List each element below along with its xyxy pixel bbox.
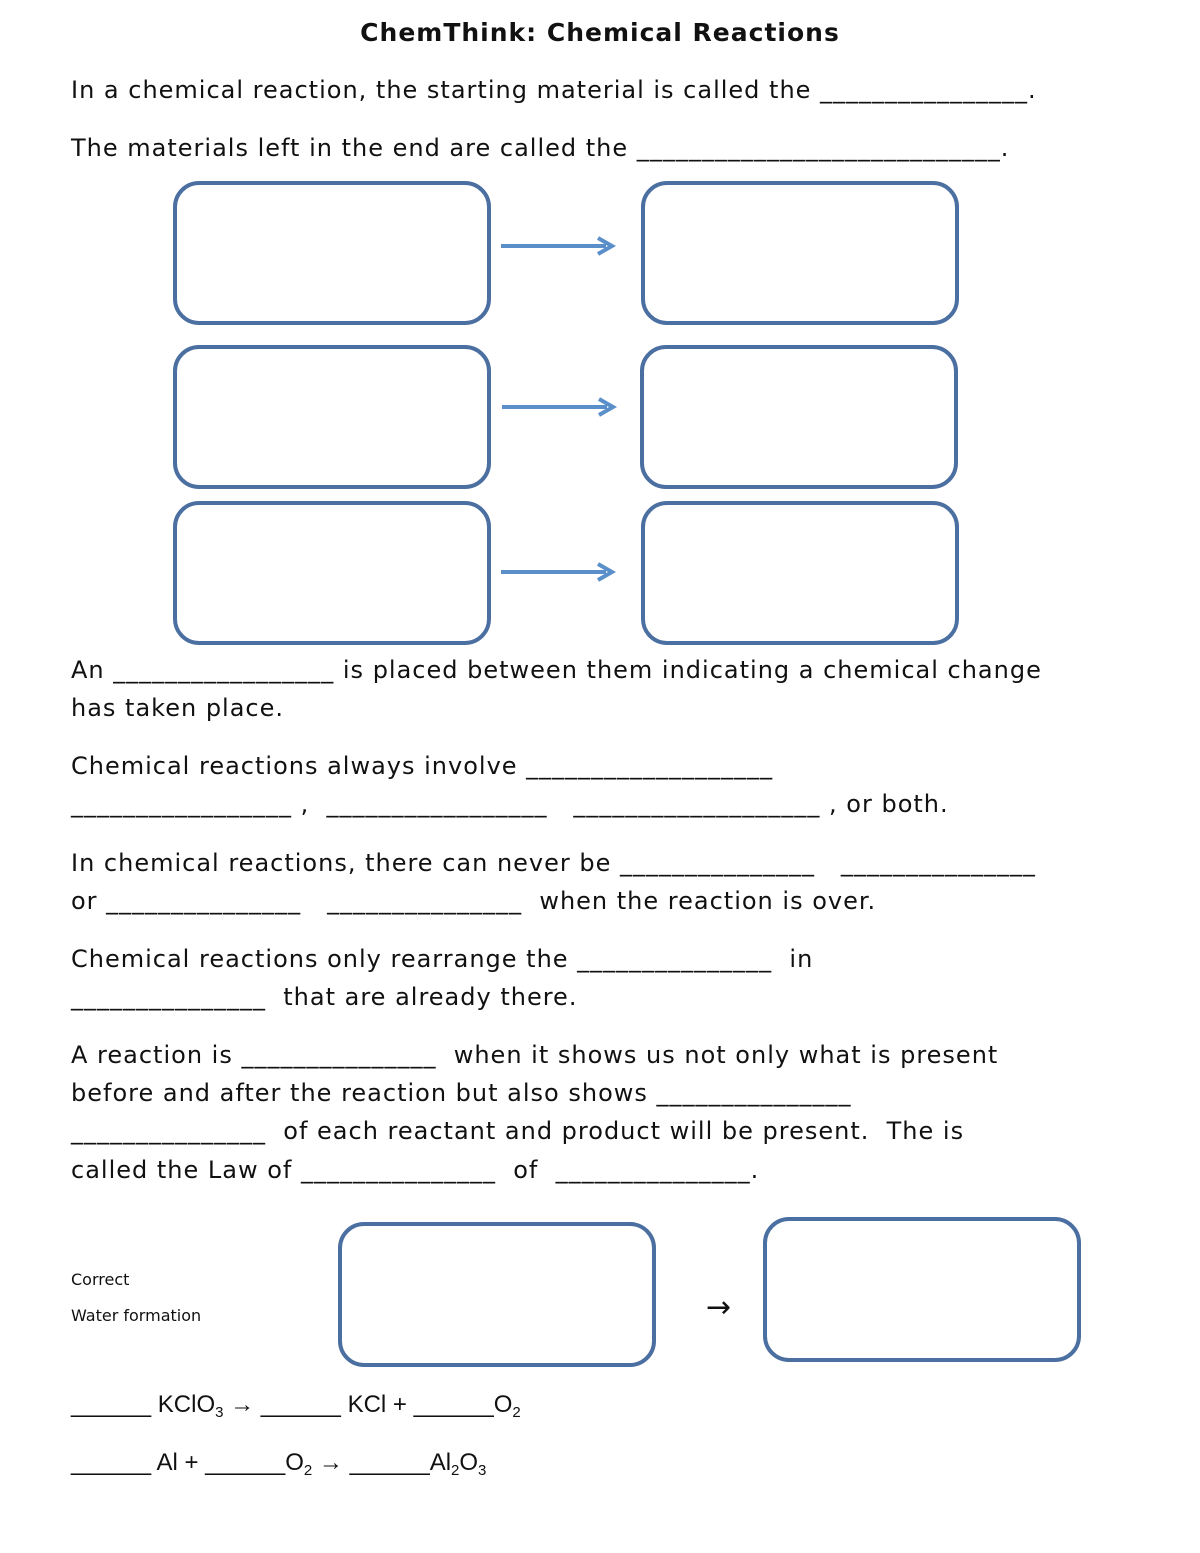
equation-blank[interactable]: ______ [349,1449,430,1476]
formula-kcl: KCl + [347,1391,414,1418]
subscript: 2 [512,1404,521,1421]
text-line-each-reactant: _______________ of each reactant and product will be present. The is [71,1117,965,1145]
reactant-box-2[interactable] [173,345,491,489]
label-water-formation: Water formation [71,1306,202,1325]
subscript: 3 [215,1404,224,1421]
page-title: ChemThink: Chemical Reactions [360,18,840,47]
reaction-arrow-1 [498,234,618,258]
reaction-arrow-3 [498,560,618,584]
subscript: 3 [478,1462,487,1479]
product-box-1[interactable] [641,181,959,325]
yield-arrow: → [223,1391,261,1418]
yield-arrow: → [312,1449,350,1476]
formula-o: O [493,1391,513,1418]
formula-al2: Al [429,1449,452,1476]
text-line-reaction-over: or _______________ _______________ when the reaction is over. [71,887,877,915]
formula-al: Al + [156,1449,206,1476]
text-line-materials-left: The materials left in the end are called the ____________________________. [71,134,1010,162]
equation-blank[interactable]: ______ [413,1391,494,1418]
text-line-reaction-is: A reaction is _______________ when it shows us not only what is present [71,1041,999,1069]
label-correct: Correct [71,1270,130,1289]
reactant-box-1[interactable] [173,181,491,325]
text-line-taken-place: has taken place. [71,694,285,722]
equation-blank[interactable]: ______ [71,1449,157,1476]
equation-kclo3 [71,1391,521,1421]
formula-o: O [285,1449,304,1476]
text-line-law-of: called the Law of _______________ of _______________. [71,1156,760,1184]
text-line-or-both: _________________ , _________________ ___________________ , or both. [71,790,949,818]
equation-blank[interactable]: ______ [260,1391,348,1418]
water-product-box[interactable] [763,1217,1081,1362]
text-line-before-after: before and after the reaction but also shows _______________ [71,1079,852,1107]
text-line-arrow-placed: An _________________ is placed between them indicating a chemical change [71,656,1042,684]
formula-o3: O [459,1449,479,1476]
subscript: 2 [303,1462,313,1479]
water-reactant-box[interactable] [338,1222,656,1367]
text-line-always-involve: Chemical reactions always involve ___________________ [71,752,774,780]
formula-kclo3: KClO [157,1391,216,1418]
reactant-box-3[interactable] [173,501,491,645]
text-line-never-be: In chemical reactions, there can never be _______________ _______________ [71,849,1036,877]
text-line-already-there: _______________ that are already there. [71,983,578,1011]
text-line-starting-material: In a chemical reaction, the starting material is called the ________________. [71,76,1037,104]
product-box-3[interactable] [641,501,959,645]
equation-blank[interactable]: ______ [205,1449,286,1476]
water-reaction-arrow: → [706,1290,732,1325]
reaction-arrow-2 [499,395,619,419]
equation-al2o3 [71,1449,486,1479]
product-box-2[interactable] [640,345,958,489]
text-line-rearrange: Chemical reactions only rearrange the _______________ in [71,945,814,973]
equation-blank[interactable]: ______ [71,1391,158,1418]
subscript: 2 [451,1462,460,1479]
